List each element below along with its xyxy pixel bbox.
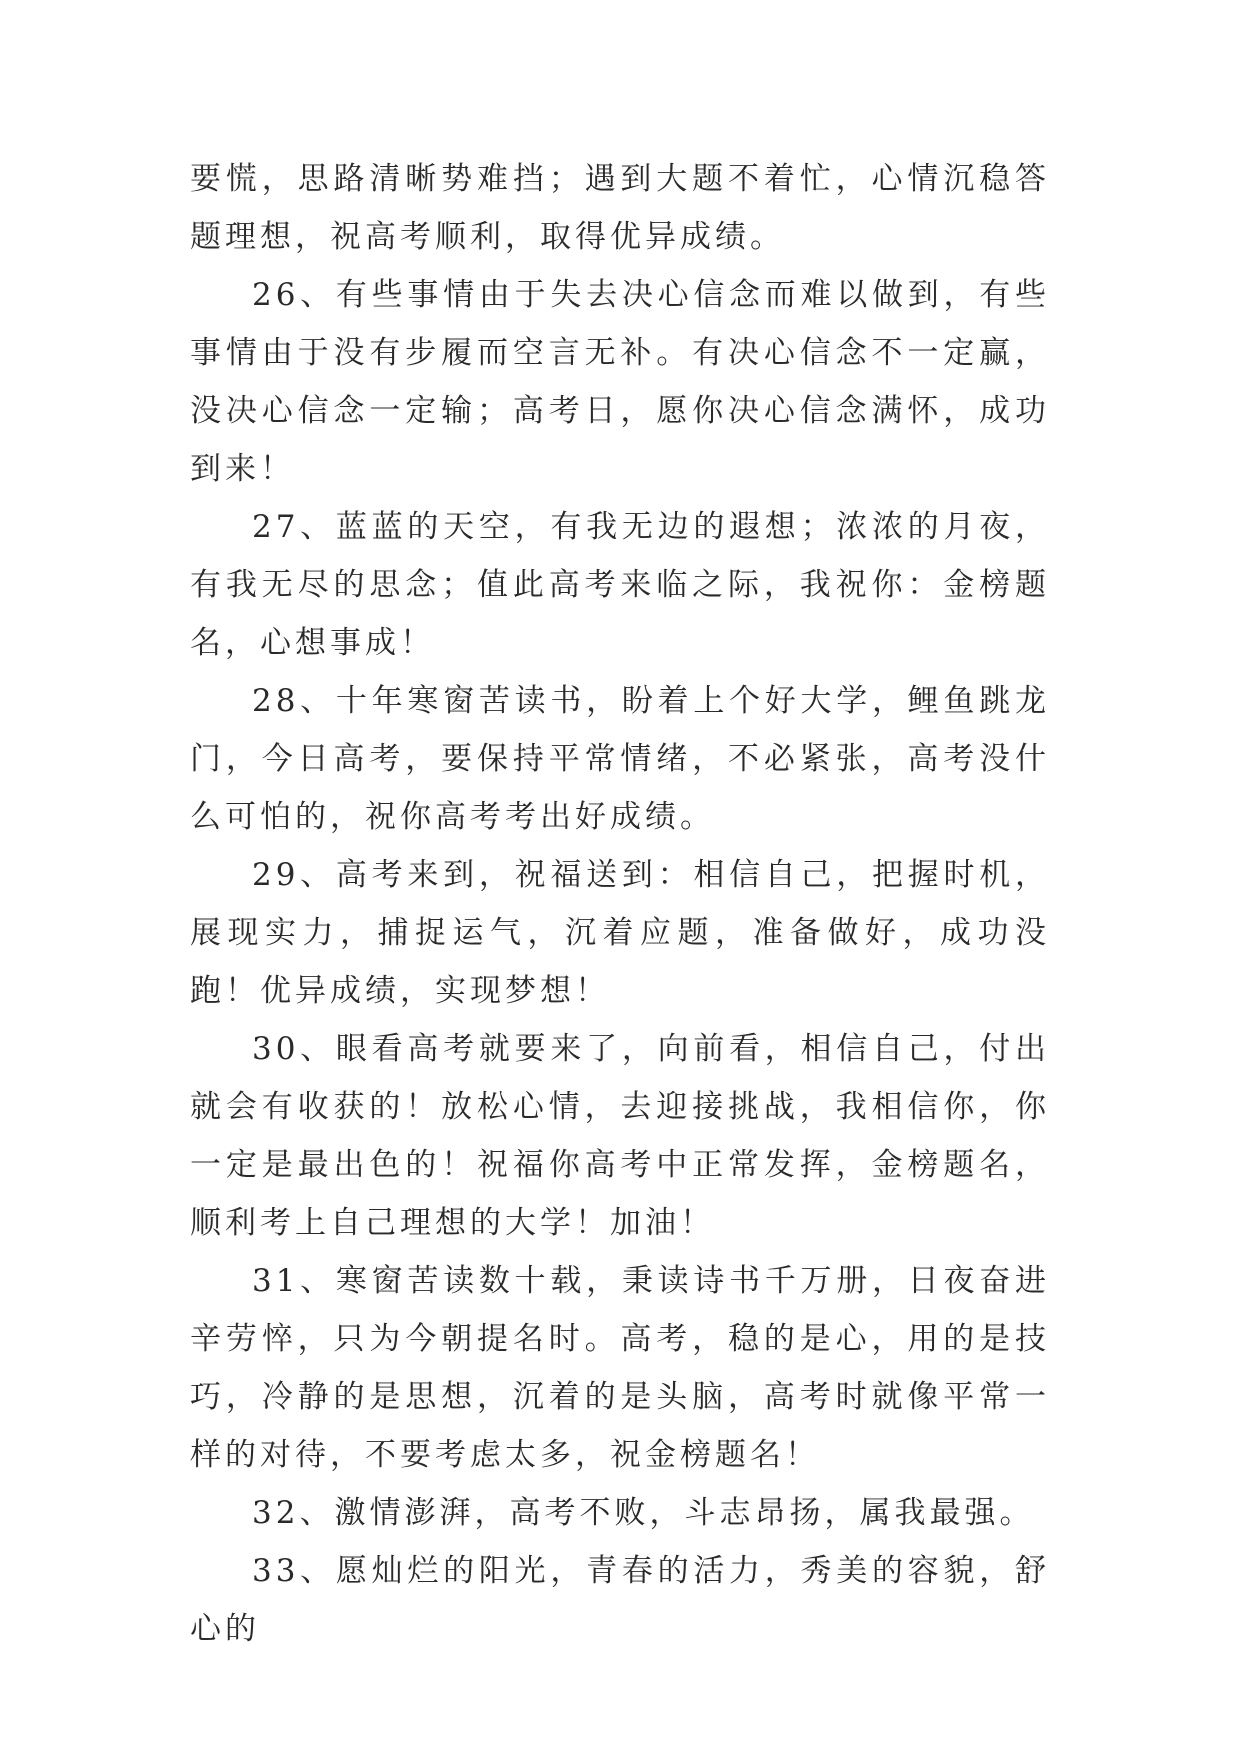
paragraph-29: 29、高考来到，祝福送到：相信自己，把握时机，展现实力，捕捉运气，沉着应题，准备做好，成功没跑！优异成绩，实现梦想！ xyxy=(190,857,1050,1009)
paragraph-31: 31、寒窗苦读数十载，秉读诗书千万册，日夜奋进辛劳悴，只为今朝提名时。高考，稳的是心，用的是技巧，冷静的是思想，沉着的是头脑，高考时就像平常一样的对待，不要考虑太多，祝金榜题名！ xyxy=(190,1263,1050,1473)
paragraph-27: 27、蓝蓝的天空，有我无边的遐想；浓浓的月夜，有我无尽的思念；值此高考来临之际，我祝你：金榜题名，心想事成！ xyxy=(190,509,1050,661)
paragraph-continuation: 要慌，思路清晰势难挡；遇到大题不着忙，心情沉稳答题理想，祝高考顺利，取得优异成绩。 xyxy=(190,161,1050,255)
paragraph-26: 26、有些事情由于失去决心信念而难以做到，有些事情由于没有步履而空言无补。有决心信念不一定赢，没决心信念一定输；高考日，愿你决心信念满怀，成功到来！ xyxy=(190,277,1050,487)
paragraph-28: 28、十年寒窗苦读书，盼着上个好大学，鲤鱼跳龙门，今日高考，要保持平常情绪，不必紧张，高考没什么可怕的，祝你高考考出好成绩。 xyxy=(190,683,1050,835)
paragraph-30: 30、眼看高考就要来了，向前看，相信自己，付出就会有收获的！放松心情，去迎接挑战，我相信你，你一定是最出色的！祝福你高考中正常发挥，金榜题名，顺利考上自己理想的大学！加油！ xyxy=(190,1031,1050,1241)
paragraph-33: 33、愿灿烂的阳光，青春的活力，秀美的容貌，舒心的 xyxy=(190,1553,1050,1647)
paragraph-32: 32、激情澎湃，高考不败，斗志昂扬，属我最强。 xyxy=(252,1495,1035,1531)
document-body xyxy=(190,150,1050,1658)
